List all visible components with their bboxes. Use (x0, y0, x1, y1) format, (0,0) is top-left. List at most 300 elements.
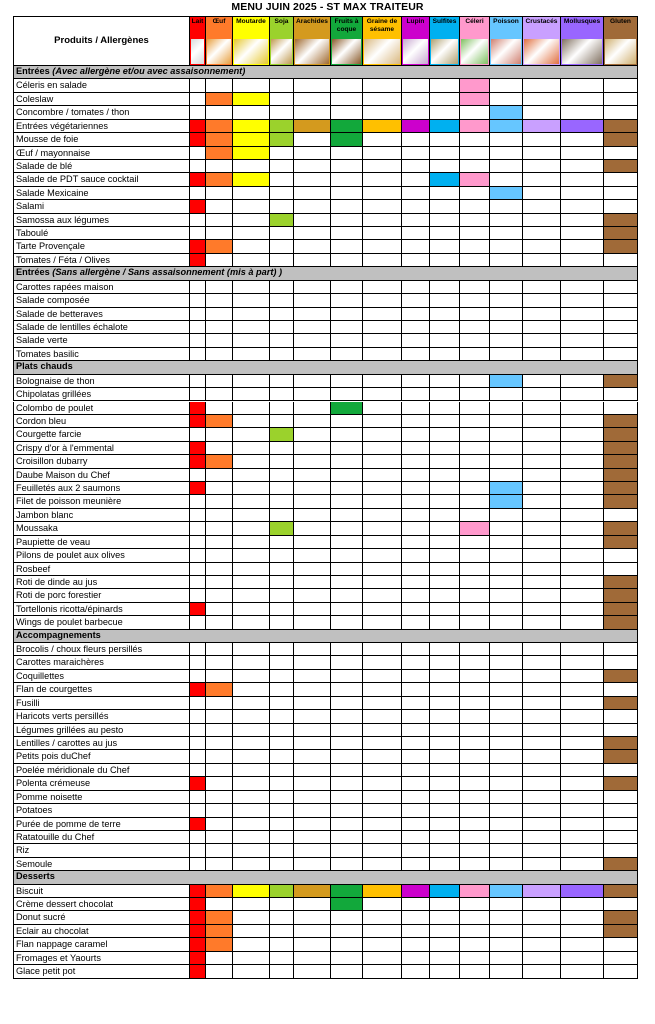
allergen-cell-empty (363, 415, 402, 428)
section-subtitle: (Avec allergène et/ou avec assaisonnement) (52, 66, 246, 76)
allergen-cell-empty (490, 737, 523, 750)
allergen-cell-empty (604, 683, 638, 696)
allergen-cell-empty (561, 173, 604, 186)
allergen-cell-empty (460, 495, 490, 508)
allergen-cell-empty (331, 952, 363, 965)
allergen-cell-empty (604, 348, 638, 361)
allergen-cell-empty (561, 240, 604, 253)
allergen-cell-empty (206, 214, 233, 227)
allergen-cell-empty (233, 388, 270, 401)
allergen-cell-empty (363, 818, 402, 831)
allergen-mark-soja (270, 120, 294, 133)
allergen-cell-empty (523, 589, 561, 602)
allergen-cell-empty (561, 187, 604, 200)
allergen-mark-celeri (460, 173, 490, 186)
allergen-cell-empty (270, 308, 294, 321)
allergen-cell-empty (490, 442, 523, 455)
allergen-cell-empty (206, 643, 233, 656)
allergen-cell-empty (233, 764, 270, 777)
dish-name: Paupiette de veau (13, 536, 190, 549)
allergen-cell-empty (190, 791, 206, 804)
allergen-mark-gluten (604, 455, 638, 468)
allergen-cell-empty (523, 495, 561, 508)
allergen-cell-empty (460, 106, 490, 119)
allergen-cell-empty (190, 576, 206, 589)
allergen-cell-empty (430, 804, 460, 817)
allergen-cell-empty (460, 549, 490, 562)
allergen-cell-empty (402, 308, 430, 321)
allergen-cell-empty (604, 938, 638, 951)
allergen-cell-empty (270, 549, 294, 562)
allergen-cell-empty (430, 93, 460, 106)
allergen-cell-empty (233, 750, 270, 763)
allergen-cell-empty (490, 133, 523, 146)
allergen-cell-empty (402, 227, 430, 240)
allergen-cell-empty (402, 589, 430, 602)
allergen-cell-empty (430, 522, 460, 535)
allergen-cell-empty (270, 187, 294, 200)
allergen-cell-empty (490, 348, 523, 361)
allergen-cell-empty (190, 670, 206, 683)
allergen-cell-empty (561, 603, 604, 616)
allergen-cell-empty (402, 965, 430, 978)
allergen-header-arachides (294, 16, 331, 66)
allergen-cell-empty (233, 428, 270, 441)
allergen-cell-empty (331, 482, 363, 495)
allergen-arachides-icon (295, 39, 329, 64)
allergen-label: Fruits à coque (334, 18, 359, 33)
dish-name: Cordon bleu (13, 415, 190, 428)
allergen-cell-empty (490, 227, 523, 240)
allergen-cell-empty (363, 603, 402, 616)
allergen-cell-empty (190, 281, 206, 294)
allergen-cell-empty (460, 818, 490, 831)
allergen-cell-empty (294, 925, 331, 938)
allergen-cell-empty (523, 656, 561, 669)
allergen-cell-empty (206, 965, 233, 978)
allergen-cell-empty (402, 482, 430, 495)
allergen-cell-empty (363, 442, 402, 455)
allergen-cell-empty (561, 334, 604, 347)
allergen-cell-empty (523, 321, 561, 334)
allergen-cell-empty (430, 536, 460, 549)
dish-name: Filet de poisson meunière (13, 495, 190, 508)
allergen-cell-empty (523, 670, 561, 683)
allergen-cell-empty (604, 281, 638, 294)
allergen-cell-empty (331, 791, 363, 804)
allergen-mark-poisson (490, 187, 523, 200)
allergen-cell-empty (233, 616, 270, 629)
allergen-cell-empty (233, 375, 270, 388)
allergen-cell-empty (460, 724, 490, 737)
allergen-cell-empty (523, 952, 561, 965)
allergen-cell-empty (523, 938, 561, 951)
allergen-cell-empty (523, 563, 561, 576)
dish-name: Taboulé (13, 227, 190, 240)
allergen-mark-lait (190, 200, 206, 213)
allergen-cell-empty (604, 724, 638, 737)
allergen-cell-empty (270, 616, 294, 629)
allergen-cell-empty (270, 509, 294, 522)
allergen-cell-empty (430, 495, 460, 508)
allergen-cell-empty (430, 724, 460, 737)
allergen-mark-celeri (460, 522, 490, 535)
allergen-cell-empty (233, 724, 270, 737)
allergen-mark-gluten (604, 603, 638, 616)
allergen-cell-empty (402, 536, 430, 549)
allergen-cell-empty (363, 697, 402, 710)
allergen-cell-empty (460, 334, 490, 347)
allergen-cell-empty (523, 240, 561, 253)
allergen-cell-empty (363, 428, 402, 441)
allergen-mark-moutarde (233, 173, 270, 186)
allergen-cell-empty (206, 522, 233, 535)
allergen-cell-empty (190, 710, 206, 723)
allergen-label: Moutarde (236, 18, 266, 25)
dish-name: Carottes maraichères (13, 656, 190, 669)
allergen-mark-sulfites (430, 885, 460, 898)
allergen-cell-empty (270, 764, 294, 777)
dish-name: Tortellonis ricotta/épinards (13, 603, 190, 616)
allergen-cell-empty (430, 455, 460, 468)
allergen-cell-empty (270, 254, 294, 267)
allergen-cell-empty (561, 160, 604, 173)
allergen-cell-empty (233, 348, 270, 361)
allergen-cell-empty (331, 522, 363, 535)
allergen-cell-empty (233, 106, 270, 119)
allergen-cell-empty (523, 482, 561, 495)
allergen-mark-lait (190, 925, 206, 938)
allergen-cell-empty (402, 844, 430, 857)
allergen-cell-empty (402, 522, 430, 535)
allergen-cell-empty (270, 697, 294, 710)
allergen-cell-empty (363, 321, 402, 334)
allergen-cell-empty (430, 348, 460, 361)
allergen-cell-empty (402, 831, 430, 844)
allergen-cell-empty (523, 925, 561, 938)
allergen-cell-empty (523, 791, 561, 804)
allergen-cell-empty (604, 764, 638, 777)
allergen-cell-empty (363, 402, 402, 415)
allergen-cell-empty (270, 334, 294, 347)
allergen-cell-empty (206, 804, 233, 817)
allergen-cell-empty (460, 160, 490, 173)
allergen-mark-lait (190, 952, 206, 965)
allergen-cell-empty (206, 254, 233, 267)
allergen-cell-empty (363, 509, 402, 522)
allergen-cell-empty (270, 656, 294, 669)
dish-name: Poelée méridionale du Chef (13, 764, 190, 777)
allergen-mark-lait (190, 415, 206, 428)
dish-name: Moussaka (13, 522, 190, 535)
allergen-cell-empty (206, 844, 233, 857)
allergen-cell-empty (490, 777, 523, 790)
allergen-cell-empty (490, 952, 523, 965)
allergen-cell-empty (561, 254, 604, 267)
allergen-cell-empty (190, 160, 206, 173)
allergen-cell-empty (331, 106, 363, 119)
allergen-cell-empty (294, 482, 331, 495)
allergen-cell-empty (402, 495, 430, 508)
allergen-cell-empty (233, 482, 270, 495)
allergen-cell-empty (490, 898, 523, 911)
allergen-cell-empty (561, 482, 604, 495)
allergen-cell-empty (270, 227, 294, 240)
allergen-cell-empty (206, 764, 233, 777)
allergen-header-lait (190, 16, 206, 66)
allergen-cell-empty (331, 777, 363, 790)
allergen-cell-empty (331, 589, 363, 602)
allergen-mark-lait (190, 133, 206, 146)
allergen-cell-empty (402, 656, 430, 669)
allergen-cell-empty (331, 415, 363, 428)
allergen-cell-empty (402, 643, 430, 656)
allergen-cell-empty (430, 254, 460, 267)
allergen-sesame-icon (364, 39, 400, 64)
allergen-cell-empty (460, 952, 490, 965)
allergen-cell-empty (270, 831, 294, 844)
allergen-cell-empty (402, 254, 430, 267)
allergen-cell-empty (561, 227, 604, 240)
allergen-cell-empty (523, 214, 561, 227)
allergen-cell-empty (490, 254, 523, 267)
dish-name: Biscuit (13, 885, 190, 898)
allergen-cell-empty (206, 710, 233, 723)
allergen-cell-empty (561, 750, 604, 763)
allergen-cell-empty (430, 965, 460, 978)
allergen-cell-empty (430, 697, 460, 710)
allergen-cell-empty (430, 710, 460, 723)
allergen-cell-empty (490, 388, 523, 401)
allergen-cell-empty (331, 240, 363, 253)
allergen-cell-empty (233, 576, 270, 589)
allergen-cell-empty (460, 925, 490, 938)
allergen-mark-moutarde (233, 93, 270, 106)
allergen-mark-gluten (604, 589, 638, 602)
allergen-cell-empty (402, 79, 430, 92)
allergen-cell-empty (523, 509, 561, 522)
allergen-cell-empty (490, 589, 523, 602)
allergen-cell-empty (206, 348, 233, 361)
allergen-mark-crustaces (523, 885, 561, 898)
allergen-cell-empty (233, 442, 270, 455)
allergen-cell-empty (460, 670, 490, 683)
allergen-cell-empty (331, 200, 363, 213)
allergen-cell-empty (561, 938, 604, 951)
allergen-cell-empty (294, 509, 331, 522)
allergen-cell-empty (233, 898, 270, 911)
allergen-mark-celeri (460, 120, 490, 133)
allergen-cell-empty (523, 388, 561, 401)
allergen-mark-fruits (331, 885, 363, 898)
allergen-cell-empty (490, 616, 523, 629)
allergen-mark-sulfites (430, 173, 460, 186)
allergen-mark-poisson (490, 495, 523, 508)
allergen-cell-empty (460, 536, 490, 549)
allergen-cell-empty (294, 388, 331, 401)
allergen-cell-empty (233, 670, 270, 683)
allergen-mark-oeuf (206, 455, 233, 468)
allergen-cell-empty (331, 925, 363, 938)
allergen-cell-empty (331, 308, 363, 321)
allergen-cell-empty (490, 925, 523, 938)
allergen-mark-gluten (604, 214, 638, 227)
allergen-cell-empty (490, 965, 523, 978)
allergen-cell-empty (430, 911, 460, 924)
allergen-cell-empty (460, 375, 490, 388)
allergen-cell-empty (190, 737, 206, 750)
allergen-cell-empty (523, 147, 561, 160)
allergen-cell-empty (460, 656, 490, 669)
allergen-cell-empty (206, 791, 233, 804)
section-header (13, 361, 638, 374)
allergen-cell-empty (402, 294, 430, 307)
allergen-mark-poisson (490, 375, 523, 388)
allergen-mark-soja (270, 885, 294, 898)
allergen-celeri-icon (461, 39, 488, 64)
allergen-cell-empty (270, 348, 294, 361)
allergen-cell-empty (233, 697, 270, 710)
allergen-cell-empty (523, 576, 561, 589)
allergen-cell-empty (460, 616, 490, 629)
dish-name: Tomates basilic (13, 348, 190, 361)
allergen-cell-empty (430, 898, 460, 911)
allergen-cell-empty (561, 214, 604, 227)
dish-name: Crème dessert chocolat (13, 898, 190, 911)
allergen-cell-empty (460, 777, 490, 790)
allergen-cell-empty (270, 321, 294, 334)
allergen-cell-empty (402, 455, 430, 468)
allergen-cell-empty (294, 670, 331, 683)
allergen-cell-empty (490, 697, 523, 710)
allergen-cell-empty (363, 93, 402, 106)
allergen-cell-empty (430, 737, 460, 750)
allergen-cell-empty (270, 724, 294, 737)
allergen-cell-empty (270, 294, 294, 307)
allergen-cell-empty (363, 173, 402, 186)
allergen-cell-empty (402, 160, 430, 173)
allergen-cell-empty (206, 200, 233, 213)
allergen-cell-empty (363, 965, 402, 978)
allergen-cell-empty (270, 563, 294, 576)
allergen-mark-celeri (460, 885, 490, 898)
allergen-cell-empty (294, 294, 331, 307)
allergen-cell-empty (363, 254, 402, 267)
allergen-cell-empty (363, 200, 402, 213)
allergen-cell-empty (561, 294, 604, 307)
allergen-mark-gluten (604, 469, 638, 482)
allergen-cell-empty (460, 133, 490, 146)
allergen-cell-empty (206, 509, 233, 522)
allergen-cell-empty (490, 750, 523, 763)
dish-name: Tomates / Féta / Olives (13, 254, 190, 267)
allergen-cell-empty (190, 656, 206, 669)
allergen-cell-empty (363, 227, 402, 240)
allergen-cell-empty (294, 495, 331, 508)
allergen-cell-empty (294, 764, 331, 777)
allergen-cell-empty (233, 200, 270, 213)
allergen-cell-empty (561, 308, 604, 321)
allergen-cell-empty (363, 160, 402, 173)
allergen-header-fruits (331, 16, 363, 66)
allergen-cell-empty (430, 106, 460, 119)
allergen-cell-empty (523, 831, 561, 844)
allergen-mark-arachides (294, 885, 331, 898)
allergen-cell-empty (331, 670, 363, 683)
allergen-cell-empty (331, 281, 363, 294)
allergen-cell-empty (363, 334, 402, 347)
allergen-cell-empty (331, 643, 363, 656)
allergen-cell-empty (430, 160, 460, 173)
allergen-gluten-icon (605, 39, 636, 64)
allergen-mark-gluten (604, 911, 638, 924)
allergen-cell-empty (294, 415, 331, 428)
allergen-cell-empty (206, 898, 233, 911)
allergen-cell-empty (206, 106, 233, 119)
allergen-cell-empty (561, 133, 604, 146)
allergen-cell-empty (363, 750, 402, 763)
allergen-cell-empty (270, 710, 294, 723)
allergen-cell-empty (363, 844, 402, 857)
allergen-cell-empty (363, 308, 402, 321)
allergen-cell-empty (460, 214, 490, 227)
allergen-cell-empty (604, 791, 638, 804)
dish-name: Salami (13, 200, 190, 213)
allergen-cell-empty (270, 777, 294, 790)
allergen-mark-oeuf (206, 885, 233, 898)
allergen-cell-empty (206, 603, 233, 616)
allergen-mark-moutarde (233, 885, 270, 898)
allergen-cell-empty (190, 549, 206, 562)
dish-name: Lentilles / carottes au jus (13, 737, 190, 750)
allergen-cell-empty (190, 495, 206, 508)
allergen-mark-sesame (363, 120, 402, 133)
allergen-cell-empty (294, 308, 331, 321)
allergen-header-sesame (363, 16, 402, 66)
allergen-cell-empty (331, 442, 363, 455)
allergen-cell-empty (561, 683, 604, 696)
allergen-cell-empty (604, 563, 638, 576)
allergen-cell-empty (190, 147, 206, 160)
allergen-cell-empty (402, 938, 430, 951)
allergen-cell-empty (331, 536, 363, 549)
allergen-mark-lait (190, 818, 206, 831)
allergen-cell-empty (561, 831, 604, 844)
allergen-cell-empty (294, 281, 331, 294)
allergen-cell-empty (402, 750, 430, 763)
allergen-cell-empty (206, 227, 233, 240)
allergen-cell-empty (294, 710, 331, 723)
allergen-cell-empty (490, 428, 523, 441)
allergen-cell-empty (363, 791, 402, 804)
allergen-cell-empty (190, 388, 206, 401)
allergen-cell-empty (430, 200, 460, 213)
allergen-cell-empty (206, 656, 233, 669)
allergen-cell-empty (363, 79, 402, 92)
dish-name: Salade Mexicaine (13, 187, 190, 200)
allergen-cell-empty (523, 375, 561, 388)
allergen-cell-empty (430, 415, 460, 428)
allergen-cell-empty (460, 509, 490, 522)
allergen-cell-empty (460, 442, 490, 455)
allergen-cell-empty (561, 670, 604, 683)
dish-name: Céleris en salade (13, 79, 190, 92)
allergen-cell-empty (294, 737, 331, 750)
allergen-cell-empty (233, 240, 270, 253)
allergen-cell-empty (294, 402, 331, 415)
allergen-cell-empty (233, 469, 270, 482)
dish-name: Wings de poulet barbecue (13, 616, 190, 629)
